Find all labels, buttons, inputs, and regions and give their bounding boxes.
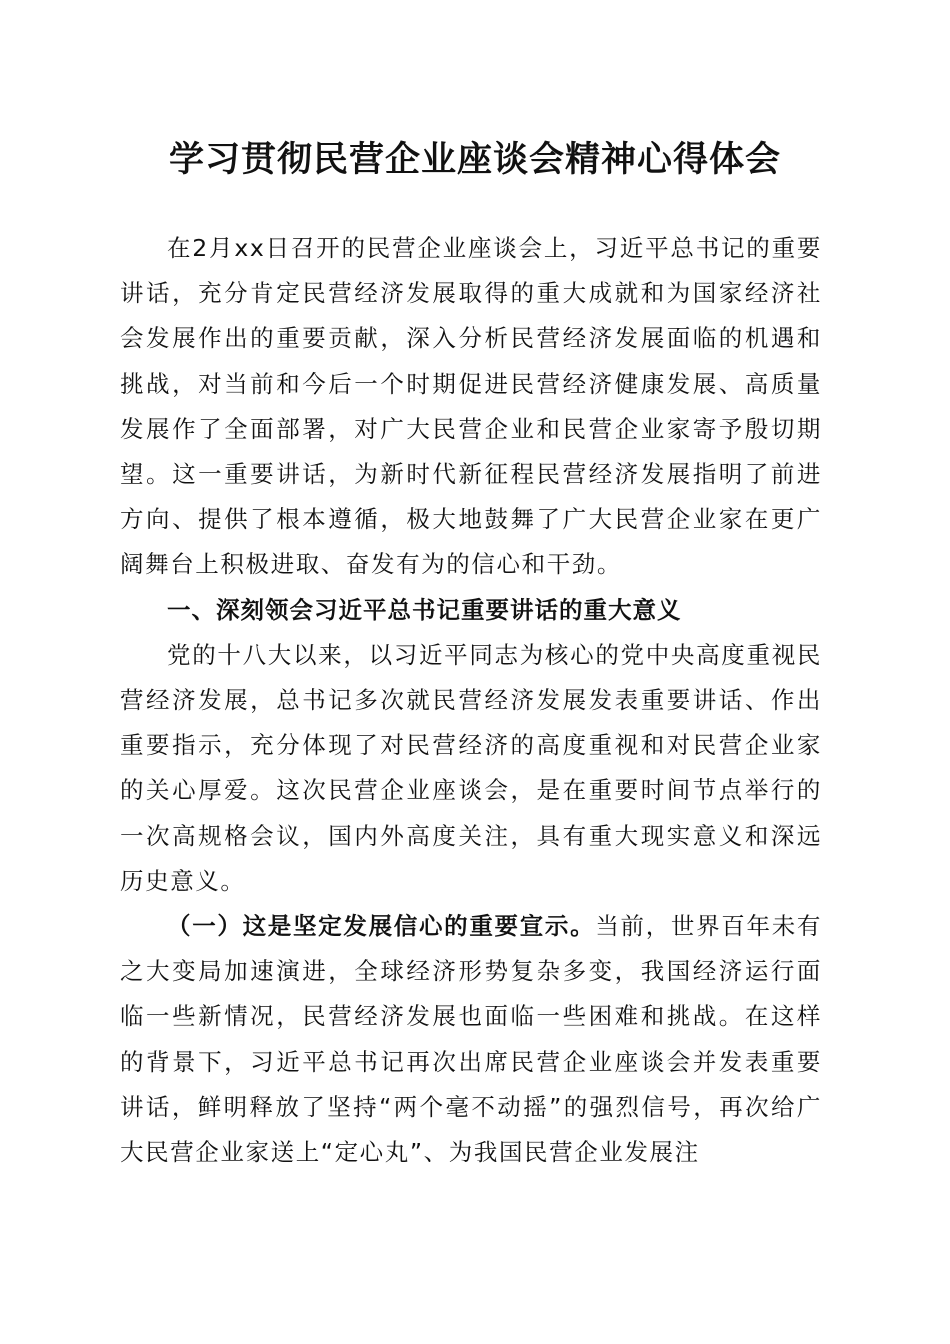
document-title: 学习贯彻民营企业座谈会精神心得体会 [168,139,781,180]
section-paragraph: 党的十八大以来，以习近平同志为核心的党中央高度重视民营经济发展，总书记多次就民营经济发展发表重要讲话、作出重要指示，充分体现了对民营经济的高度重视和对民营企业家的关心厚爱。这次民营企业座谈会，是在重要时间节点举行的一次高规格会议，国内外高度关注，具有重大现实意义和深远历史意义。 [120,640,822,895]
subsection-lead: （一）这是坚定发展信心的重要宣示。 [167,912,596,941]
section-heading: 一、深刻领会习近平总书记重要讲话的重大意义 [167,595,682,624]
intro-paragraph: 在2月xx日召开的民营企业座谈会上，习近平总书记的重要讲话，充分肯定民营经济发展取得的重大成就和为国家经济社会发展作出的重要贡献，深入分析民营经济发展面临的机遇和挑战，对当前和今后一个时期促进民营经济健康发展、高质量发展作了全面部署，对广大民营企业和民营企业家寄予殷切期望。这一重要讲话，为新时代新征程民营经济发展指明了前进方向、提供了根本遵循，极大地鼓舞了广大民营企业家在更广阔舞台上积极进取、奋发有为的信心和干劲。 [120,234,822,579]
subsection-text: 当前，世界百年未有之大变局加速演进，全球经济形势复杂多变，我国经济运行面临一些新情况，民营经济发展也面临一些困难和挑战。在这样的背景下，习近平总书记再次出席民营企业座谈会并发表重要讲话，鲜明释放了坚持“两个毫不动摇”的强烈信号，再次给广大民营企业家送上“定心丸”、为我国民营企业发展注 [120,912,822,1167]
subsection-paragraph [120,904,822,1175]
document-body [120,226,822,1175]
